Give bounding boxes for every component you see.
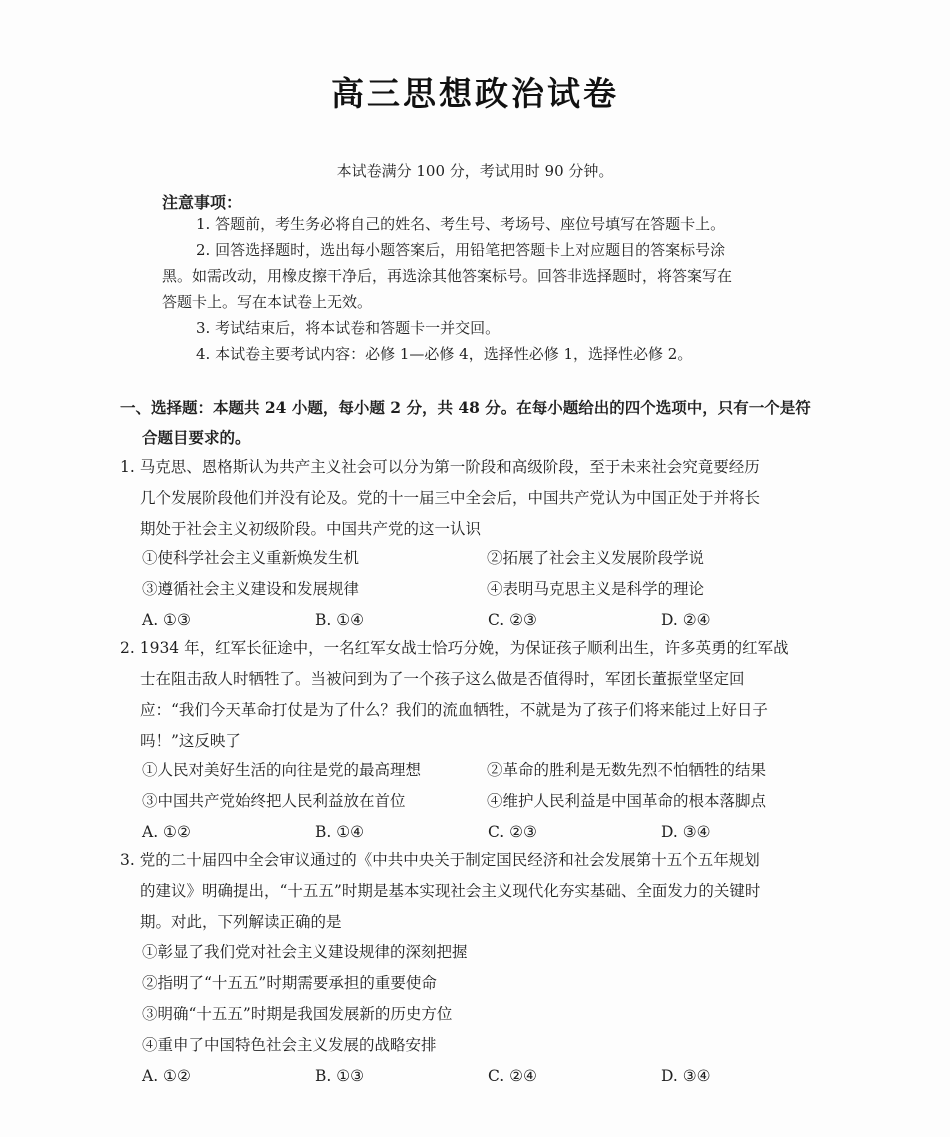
- question-line: 士在阻击敌人时牺牲了。当被问到为了一个孩子这么做是否值得时，军团长董振堂坚定回: [140, 670, 745, 688]
- question-line: 1. 马克思、恩格斯认为共产主义社会可以分为第一阶段和高级阶段，至于未来社会究竟要经历: [120, 458, 760, 476]
- question-line: 期。对此，下列解读正确的是: [140, 913, 342, 931]
- question-line: 3. 党的二十届四中全会审议通过的《中共中央关于制定国民经济和社会发展第十五个五年规划: [120, 851, 760, 869]
- notice-line: 2. 回答选择题时，选出每小题答案后，用铅笔把答题卡上对应题目的答案标号涂: [196, 241, 726, 259]
- option-item: ④表明马克思主义是科学的理论: [487, 580, 705, 598]
- notice-line: 黑。如需改动，用橡皮擦干净后，再选涂其他答案标号。回答非选择题时，将答案写在: [162, 267, 733, 285]
- option-item: ③遵循社会主义建设和发展规律: [142, 580, 360, 598]
- answer-choice-c: C. ②③: [488, 823, 537, 841]
- option-item: ④维护人民利益是中国革命的根本落脚点: [487, 792, 767, 810]
- option-item: ④重申了中国特色社会主义发展的战略安排: [142, 1036, 437, 1054]
- question-3-stem: [120, 845, 840, 938]
- answer-choice-b: B. ①④: [315, 823, 365, 841]
- section-heading: [120, 393, 840, 453]
- exam-info: 本试卷满分 100 分，考试用时 90 分钟。: [336, 162, 614, 180]
- question-line: 期处于社会主义初级阶段。中国共产党的这一认识: [140, 520, 482, 538]
- notice-line: 3. 考试结束后，将本试卷和答题卡一并交回。: [196, 319, 501, 337]
- answer-choice-b: B. ①③: [315, 1067, 365, 1085]
- notice-line: 4. 本试卷主要考试内容：必修 1—必修 4，选择性必修 1，选择性必修 2。: [196, 345, 693, 363]
- answer-choice-d: D. ②④: [661, 611, 711, 629]
- notice-line: 答题卡上。写在本试卷上无效。: [162, 293, 373, 311]
- answer-choice-a: A. ①②: [142, 823, 191, 841]
- answer-choice-a: A. ①②: [142, 1067, 191, 1085]
- answer-choice-a: A. ①③: [142, 611, 191, 629]
- answer-choice-b: B. ①④: [315, 611, 365, 629]
- notice-heading: 注意事项：: [162, 193, 243, 212]
- question-line: 几个发展阶段他们并没有论及。党的十一届三中全会后，中国共产党认为中国正处于并将长: [140, 489, 761, 507]
- option-item: ③中国共产党始终把人民利益放在首位: [142, 792, 406, 810]
- question-line: 应：“我们今天革命打仗是为了什么？我们的流血牺牲，不就是为了孩子们将来能过上好日子: [140, 701, 768, 719]
- option-item: ③明确“十五五”时期是我国发展新的历史方位: [142, 1005, 453, 1023]
- question-3-options: [142, 937, 842, 1092]
- question-2-stem: [120, 633, 840, 757]
- option-item: ②指明了“十五五”时期需要承担的重要使命: [142, 974, 437, 992]
- option-item: ①使科学社会主义重新焕发生机: [142, 549, 360, 567]
- option-item: ①人民对美好生活的向往是党的最高理想: [142, 761, 422, 779]
- answer-choice-d: D. ③④: [661, 823, 711, 841]
- answer-choice-d: D. ③④: [661, 1067, 711, 1085]
- question-line: 的建议》明确提出，“十五五”时期是基本实现社会主义现代化夯实基础、全面发力的关键时: [140, 882, 761, 900]
- question-1-options: [142, 543, 842, 636]
- section-line: 一、选择题：本题共 24 小题，每小题 2 分，共 48 分。在每小题给出的四个选项中，只有一个是符: [120, 398, 811, 417]
- question-2-options: [142, 755, 842, 848]
- option-item: ①彰显了我们党对社会主义建设规律的深刻把握: [142, 943, 468, 961]
- question-line: 2. 1934 年，红军长征途中，一名红军女战士恰巧分娩，为保证孩子顺利出生，许多英勇的红军战: [120, 639, 789, 657]
- notice-block: [162, 211, 822, 367]
- notice-line: 1. 答题前，考生务必将自己的姓名、考生号、考场号、座位号填写在答题卡上。: [196, 215, 726, 233]
- option-item: ②拓展了社会主义发展阶段学说: [487, 549, 705, 567]
- option-item: ②革命的胜利是无数先烈不怕牺牲的结果: [487, 761, 767, 779]
- answer-choice-c: C. ②④: [488, 1067, 537, 1085]
- question-line: 吗！”这反映了: [140, 732, 241, 750]
- answer-choice-c: C. ②③: [488, 611, 537, 629]
- question-1-stem: [120, 452, 840, 545]
- section-line: 合题目要求的。: [142, 428, 251, 447]
- page-title: 高三思想政治试卷: [331, 74, 619, 113]
